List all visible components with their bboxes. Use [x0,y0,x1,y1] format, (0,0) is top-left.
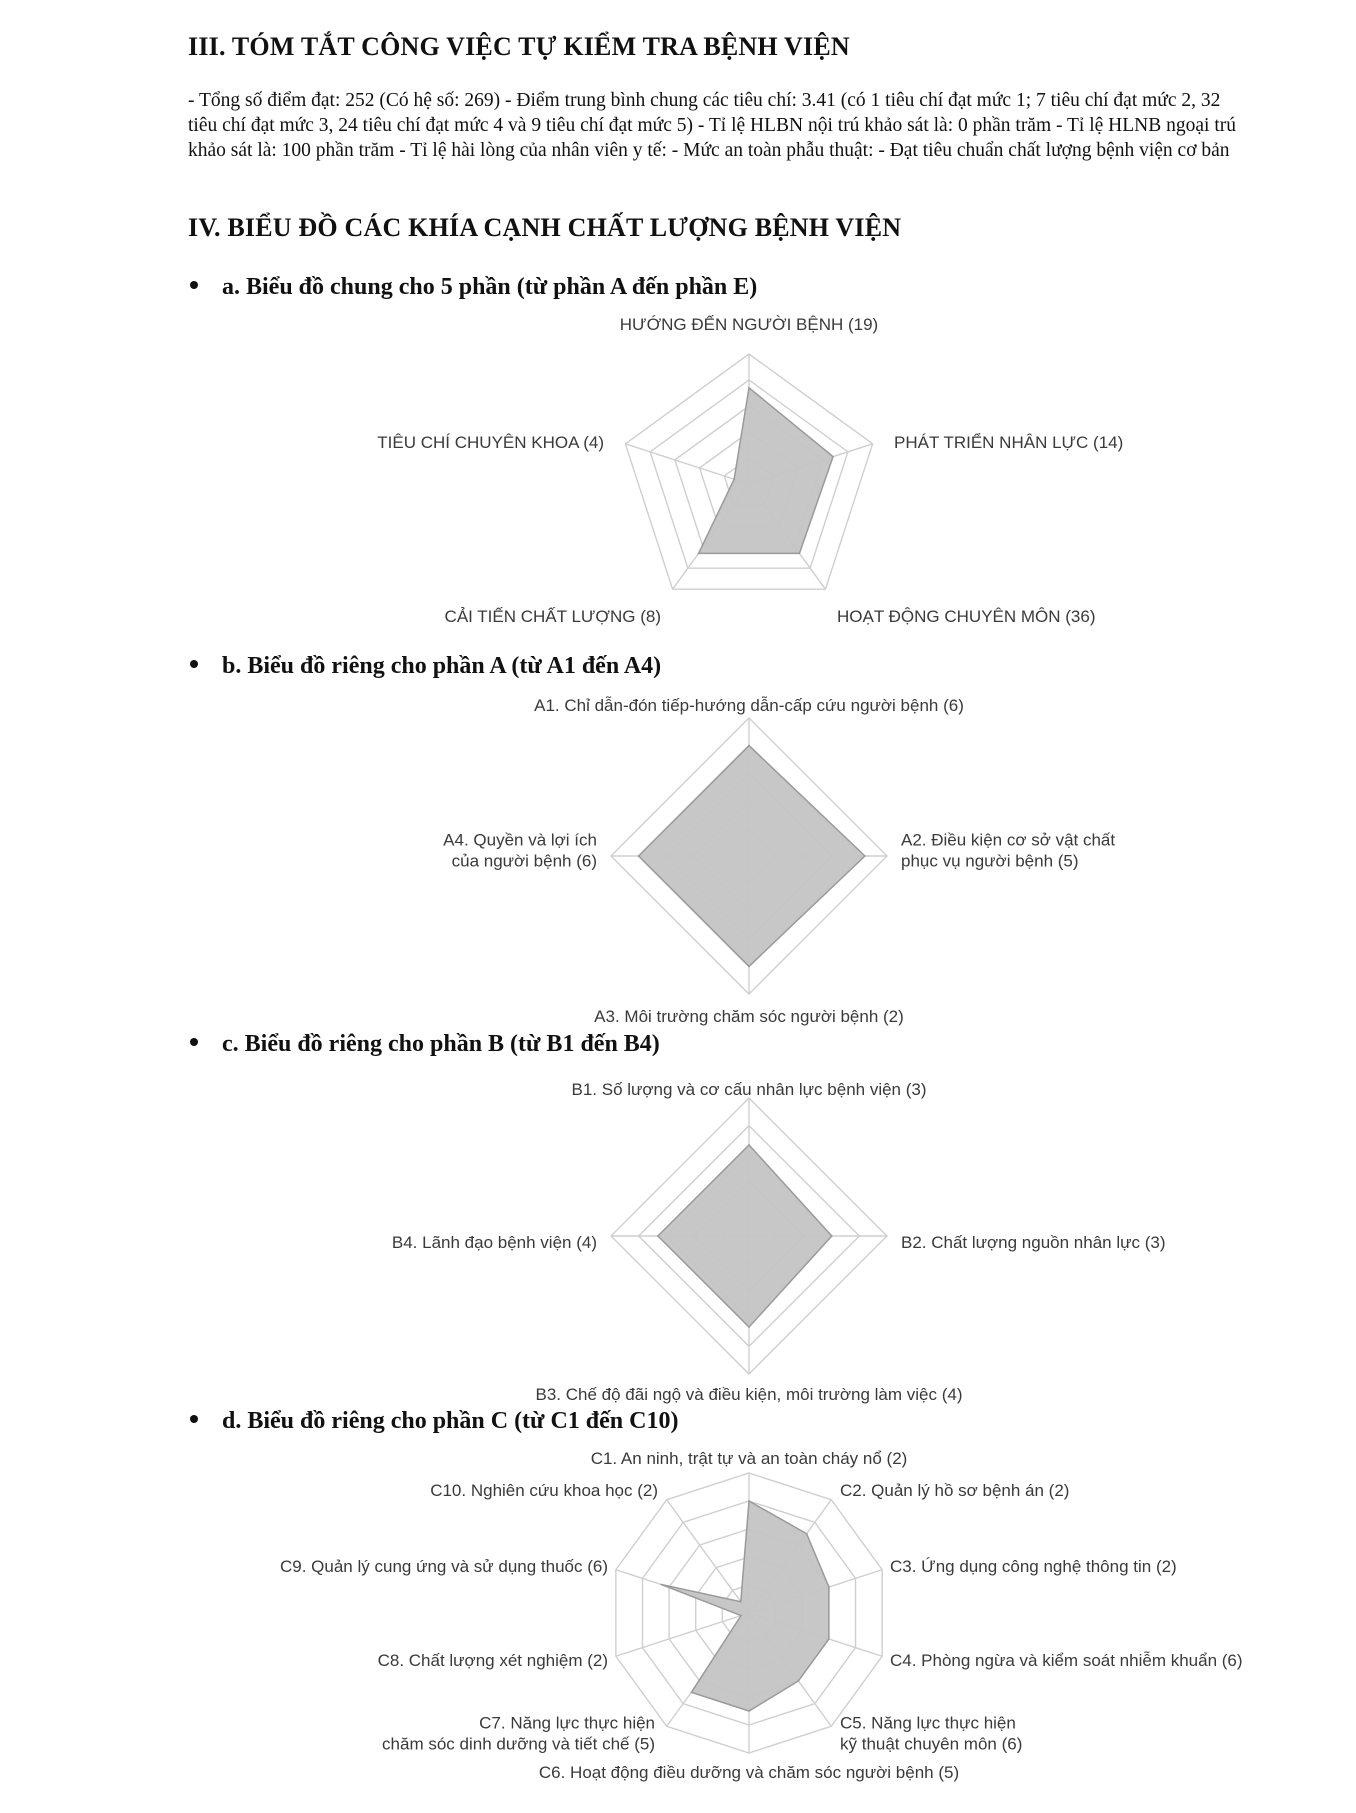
bullet-chart-d-label: d. Biểu đồ riêng cho phần C (từ C1 đến C10) [222,1408,679,1434]
radar-axis-label [430,1481,658,1500]
radar-axis-label-line: A3. Môi trường chăm sóc người bệnh (2) [594,1006,904,1026]
radar-data-point [748,387,750,389]
radar-spoke [625,444,749,484]
radar-axis-label [894,433,1123,452]
radar-axis-label-line: C8. Chất lượng xét nghiệm (2) [377,1650,608,1670]
radar-axis-label-line: TIÊU CHÍ CHUYÊN KHOA (4) [377,432,604,452]
radar-data-point [748,1144,750,1146]
radar-axis-label-line: B4. Lãnh đạo bệnh viện (4) [391,1232,597,1252]
radar-axis-label-line: A4. Quyền và lợi ích [443,830,597,850]
radar-data-area [658,1145,832,1327]
radar-axis-label [594,1007,904,1026]
radar-data-area [699,388,834,554]
radar-axis-label [890,1557,1177,1576]
radar-data-point [748,1710,750,1712]
radar-axis-label [901,830,1115,870]
radar-chart-part-a [149,656,1349,1056]
radar-data-point [733,478,735,480]
radar-data-point [799,553,801,555]
radar-axis-label-line: của người bệnh (6) [451,851,597,871]
radar-axis-label [445,607,661,626]
radar-data-point [748,1326,750,1328]
radar-data-point [798,1680,800,1682]
radar-axis-label [901,1233,1166,1252]
self-assessment-summary: - Tổng số điểm đạt: 252 (Có hệ số: 269) - Điểm trung bình chung các tiêu chí: 3.41 (có 1 tiêu chí đạt mức 1; 7 tiêu chí đạt mức 2, 32 tiêu chí đạt mức 3, 24 tiêu chí đạt mức 4 và 9 tiêu chí đạt mức 5) - Tỉ lệ HLBN nội trú khảo sát là: 0 phần trăm - Tỉ lệ HLNB ngoại trú khảo sát là: 100 phần trăm - Tỉ lệ hài lòng của nhân viên y tế: - Mức an toàn phẫu thuật: - Đạt tiêu chuẩn chất lượng bệnh viện cơ bản [188,90,1236,161]
radar-chart-overall [149,284,1349,684]
radar-data-point [806,1533,808,1535]
radar-axis-label-line: B3. Chế độ đãi ngộ và điều kiện, môi trường làm việc (4) [535,1384,963,1404]
radar-axis-label-line: B1. Số lượng và cơ cấu nhân lực bệnh viện (3) [571,1079,927,1099]
radar-axis-label-line: kỹ thuật chuyên môn (6) [840,1734,1023,1754]
radar-axis-label [840,1713,1022,1753]
radar-axis-label-line: C9. Quản lý cung ứng và sử dụng thuốc (6) [280,1556,608,1576]
radar-axis-label-line: C4. Phòng ngừa và kiểm soát nhiễm khuẩn (6) [890,1650,1243,1670]
radar-axis-label [620,315,878,334]
radar-axis-label-line: A2. Điều kiện cơ sở vật chất [901,830,1116,850]
radar-axis-label [382,1713,655,1753]
radar-data-point [698,553,700,555]
radar-axis-label-line: HOẠT ĐỘNG CHUYÊN MÔN (36) [837,606,1096,626]
radar-axis-label [378,1651,608,1670]
radar-axis-label-line: CẢI TIẾN CHẤT LƯỢNG (8) [444,606,661,626]
radar-axis-label [837,607,1096,626]
bullet-chart-c-label: c. Biểu đồ riêng cho phần B (từ B1 đến B4) [222,1031,660,1057]
radar-axis-label [539,1763,959,1782]
radar-axis-label-line: C2. Quản lý hồ sơ bệnh án (2) [840,1480,1070,1500]
radar-data-point [832,456,834,458]
radar-axis-label [591,1449,908,1468]
radar-axis-label [840,1481,1069,1500]
radar-chart-part-c [149,1413,1349,1813]
section-3-title: III. TÓM TẮT CÔNG VIỆC TỰ KIỂM TRA BỆNH VIỆN [188,32,850,61]
section-4-title: IV. BIỂU ĐỒ CÁC KHÍA CẠNH CHẤT LƯỢNG BỆNH VIỆN [188,213,902,242]
radar-axis-label [377,433,604,452]
bullet-chart-b-label: b. Biểu đồ riêng cho phần A (từ A1 đến A4) [222,653,662,679]
radar-data-point [828,1586,830,1588]
radar-data-point [638,855,640,857]
radar-data-point [660,1584,662,1586]
radar-data-point [740,1601,742,1603]
radar-data-point [740,1615,742,1617]
radar-axis-label-line: chăm sóc dinh dưỡng và tiết chế (5) [382,1734,655,1754]
radar-data-point [748,745,750,747]
radar-data-area [661,1501,829,1711]
radar-data-point [748,1500,750,1502]
radar-axis-label-line: A1. Chỉ dẫn-đón tiếp-hướng dẫn-cấp cứu người bệnh (6) [534,695,964,715]
radar-axis-label [536,1385,963,1404]
radar-axis-label [890,1651,1243,1670]
radar-axis-label [443,830,597,870]
radar-axis-label-line: PHÁT TRIỂN NHÂN LỰC (14) [894,432,1124,452]
radar-axis-label [280,1557,608,1576]
radar-axis-label-line: C3. Ứng dụng công nghệ thông tin (2) [890,1556,1177,1576]
radar-data-point [691,1691,693,1693]
radar-axis-label-line: phục vụ người bệnh (5) [901,851,1079,871]
radar-axis-label [534,696,964,715]
radar-axis-label-line: C1. An ninh, trật tự và an toàn cháy nổ (2) [590,1448,908,1468]
radar-chart-part-b [149,1036,1349,1436]
radar-data-point [864,855,866,857]
radar-data-point [748,966,750,968]
radar-axis-label-line: C6. Hoạt động điều dưỡng và chăm sóc người bệnh (5) [538,1762,960,1782]
radar-axis-label-line: C5. Năng lực thực hiện [840,1713,1016,1733]
radar-axis-label [392,1233,597,1252]
radar-data-area [639,746,865,967]
radar-axis-label-line: C10. Nghiên cứu khoa học (2) [430,1480,658,1500]
radar-data-point [657,1235,659,1237]
bullet-chart-a-label: a. Biểu đồ chung cho 5 phần (từ phần A đến phần E) [222,274,758,300]
radar-data-point [828,1638,830,1640]
radar-data-point [831,1235,833,1237]
radar-axis-label-line: HƯỚNG ĐẾN NGƯỜI BỆNH (19) [619,314,879,334]
radar-axis-label-line: C7. Năng lực thực hiện [479,1713,655,1733]
radar-axis-label-line: B2. Chất lượng nguồn nhân lực (3) [901,1232,1166,1252]
radar-axis-label [571,1080,926,1099]
